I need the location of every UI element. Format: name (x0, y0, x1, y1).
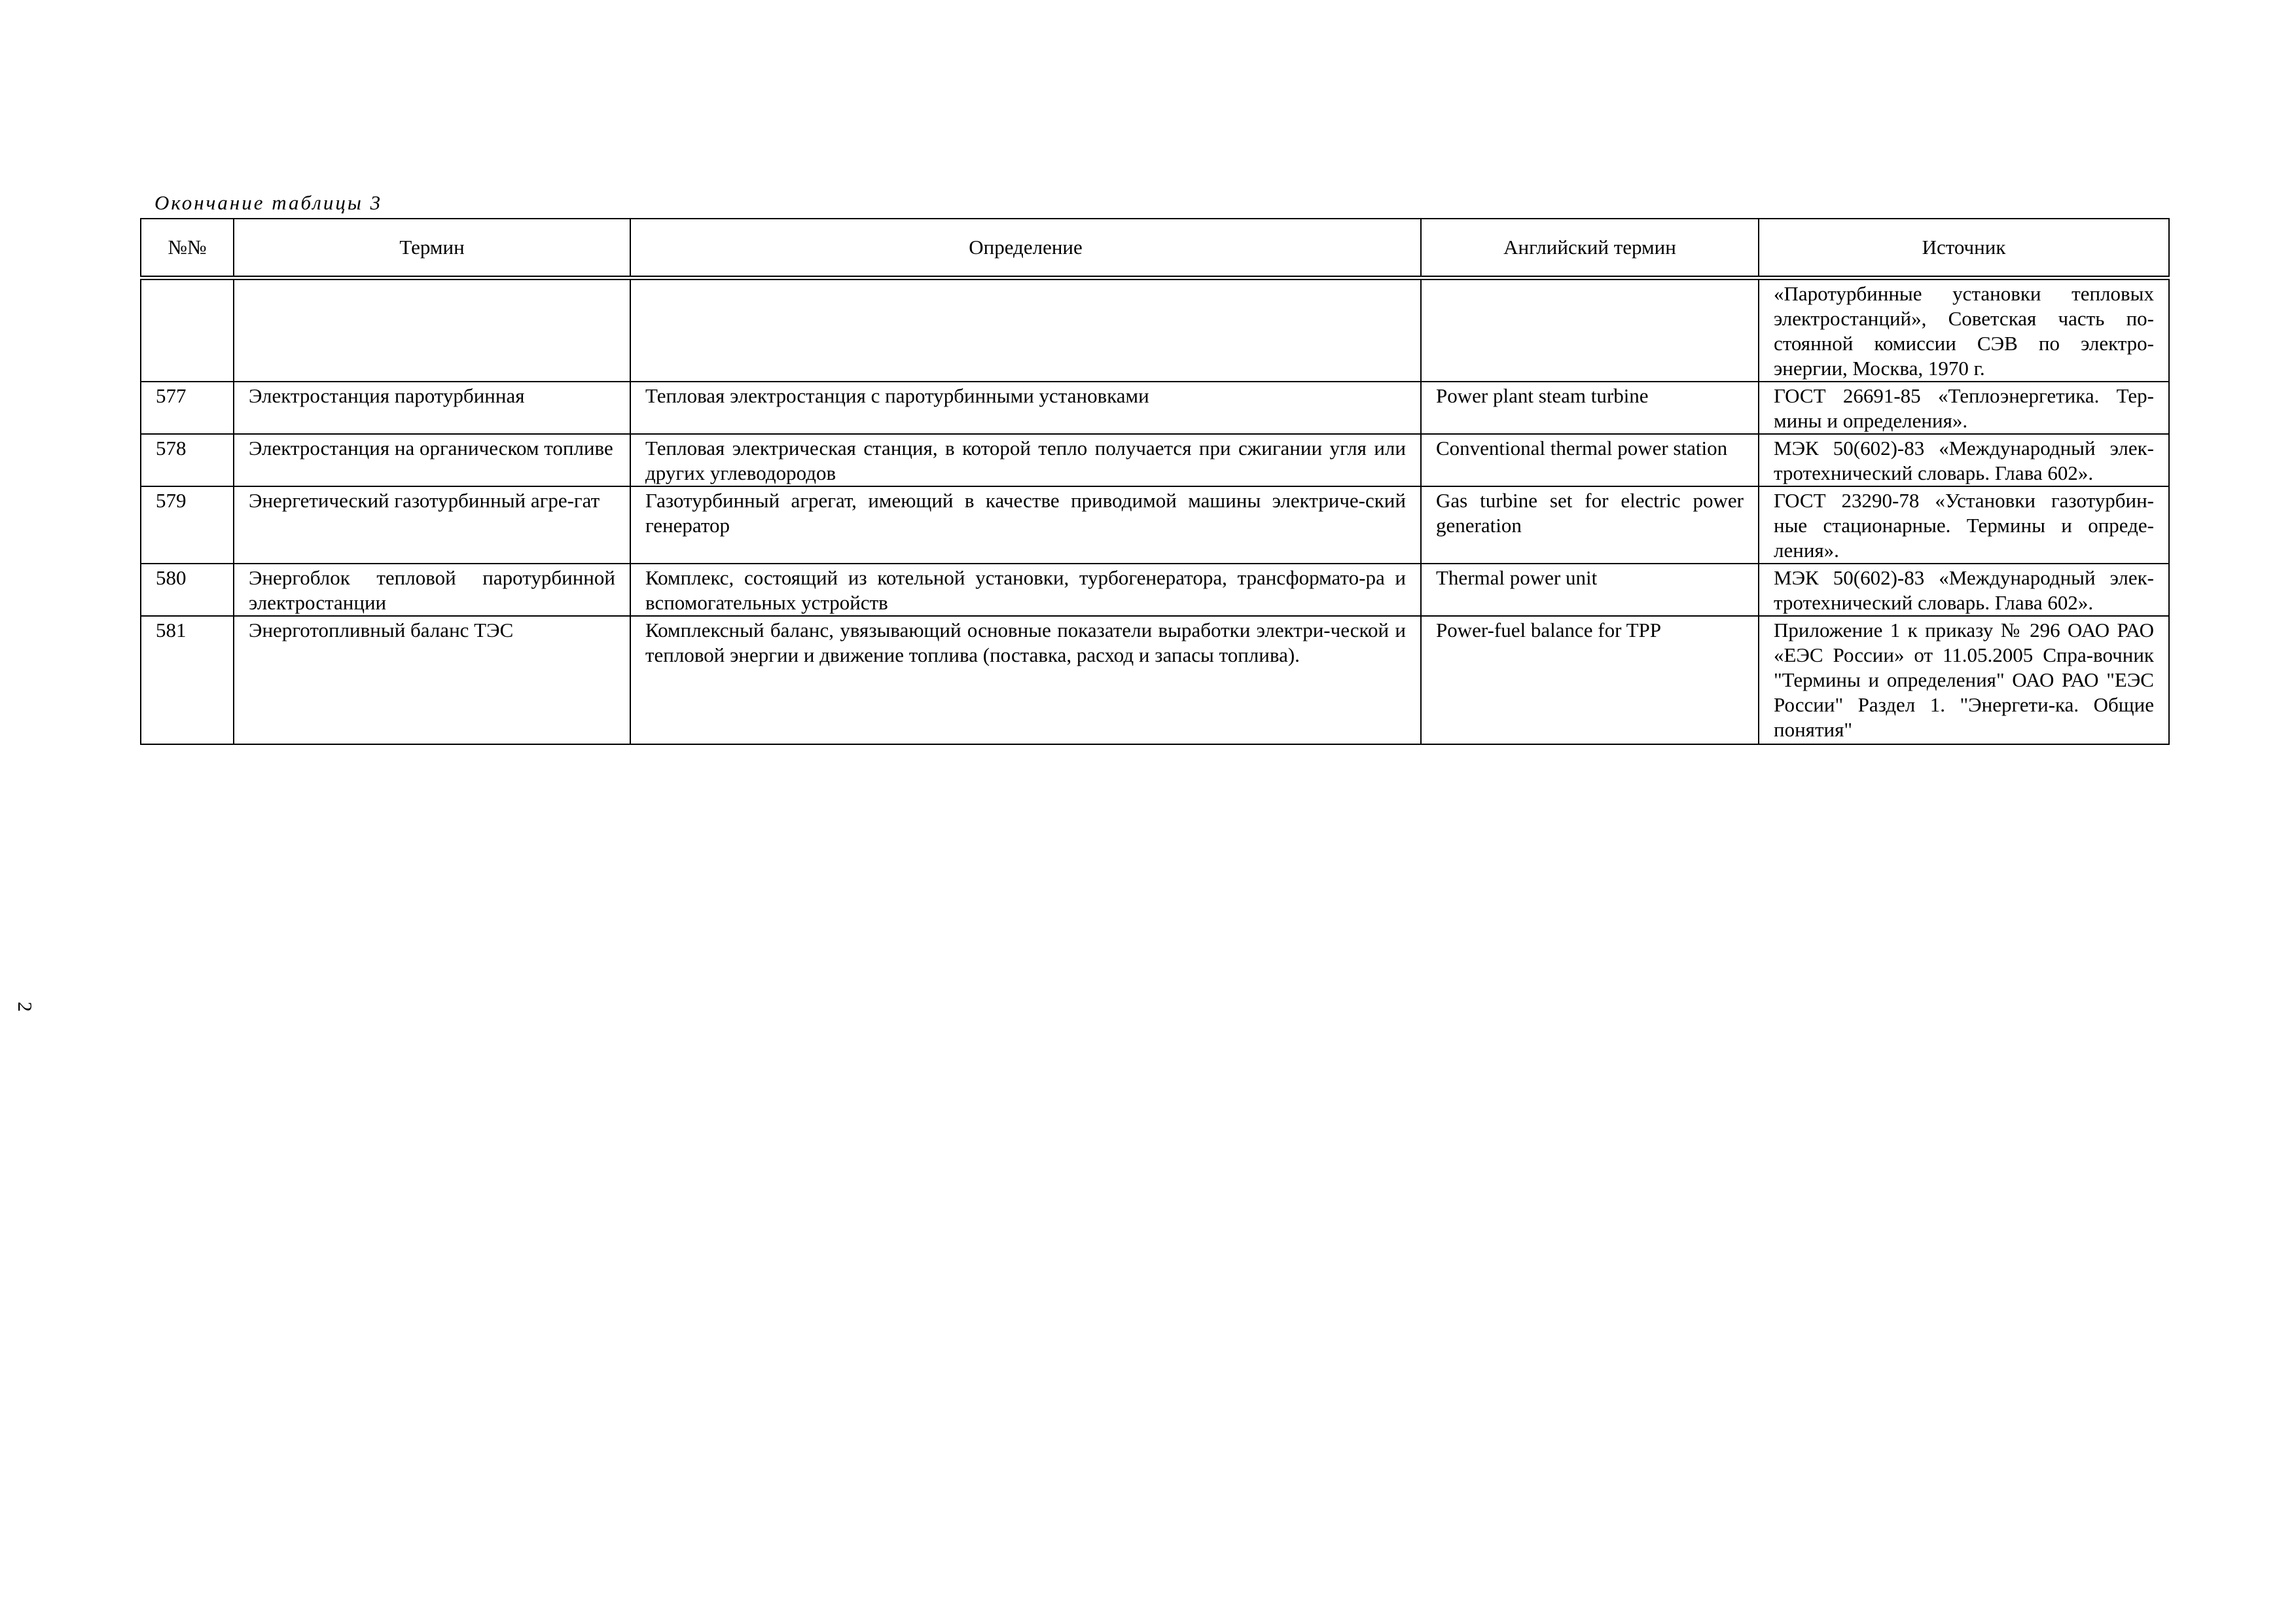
row-number (141, 278, 234, 382)
table-row (141, 278, 2169, 382)
table-row (141, 382, 2169, 434)
row-term: Электростанция на органическом топливе (234, 434, 630, 486)
row-term: Энерготопливный баланс ТЭС (234, 616, 630, 744)
row-source: «Паротурбинные установки тепловых электростанций», Советская часть по-стоянной комиссии СЭВ по электро-энергии, Москва, 1970 г. (1759, 278, 2169, 382)
row-source: Приложение 1 к приказу № 296 ОАО РАО «ЕЭС России» от 11.05.2005 Спра-вочник "Термины и определения" ОАО РАО "ЕЭС России" Раздел 1. "Энергети-ка. Общие понятия" (1759, 616, 2169, 744)
row-english-term (1421, 278, 1759, 382)
table-row (141, 434, 2169, 486)
row-definition: Комплексный баланс, увязывающий основные показатели выработки электри-ческой и тепловой энергии и движение топлива (поставка, расход и запасы топлива). (630, 616, 1421, 744)
row-english-term: Conventional thermal power station (1421, 434, 1759, 486)
row-definition: Тепловая электростанция с паротурбинными установками (630, 382, 1421, 434)
row-term: Энергоблок тепловой паротурбинной электростанции (234, 564, 630, 616)
row-english-term: Power-fuel balance for TPP (1421, 616, 1759, 744)
column-header-number: №№ (141, 219, 234, 278)
table-row (141, 564, 2169, 616)
column-header-definition: Определение (630, 219, 1421, 278)
row-number: 577 (141, 382, 234, 434)
row-english-term: Thermal power unit (1421, 564, 1759, 616)
page-number: 2 (13, 1001, 37, 1012)
row-definition: Тепловая электрическая станция, в которой тепло получается при сжигании угля или других углеводородов (630, 434, 1421, 486)
row-definition (630, 278, 1421, 382)
row-source: МЭК 50(602)-83 «Международный элек-тротехнический словарь. Глава 602». (1759, 434, 2169, 486)
table-caption: Окончание таблицы 3 (154, 191, 383, 214)
row-english-term: Power plant steam turbine (1421, 382, 1759, 434)
table-header-row (141, 219, 2169, 278)
column-header-source: Источник (1759, 219, 2169, 278)
row-term: Электростанция паротурбинная (234, 382, 630, 434)
row-definition: Газотурбинный агрегат, имеющий в качестве приводимой машины электриче-ский генератор (630, 486, 1421, 564)
row-number: 579 (141, 486, 234, 564)
row-term: Энергетический газотурбинный агре-гат (234, 486, 630, 564)
table-row (141, 616, 2169, 744)
terms-table (140, 218, 2170, 745)
row-definition: Комплекс, состоящий из котельной установки, турбогенератора, трансформато-ра и вспомогательных устройств (630, 564, 1421, 616)
column-header-english-term: Английский термин (1421, 219, 1759, 278)
row-term (234, 278, 630, 382)
row-source: ГОСТ 26691-85 «Теплоэнергетика. Тер-мины и определения». (1759, 382, 2169, 434)
row-number: 580 (141, 564, 234, 616)
row-number: 581 (141, 616, 234, 744)
table-row (141, 486, 2169, 564)
row-number: 578 (141, 434, 234, 486)
row-english-term: Gas turbine set for electric power generation (1421, 486, 1759, 564)
column-header-term: Термин (234, 219, 630, 278)
row-source: МЭК 50(602)-83 «Международный элек-тротехнический словарь. Глава 602». (1759, 564, 2169, 616)
row-source: ГОСТ 23290-78 «Установки газотурбин-ные стационарные. Термины и опреде-ления». (1759, 486, 2169, 564)
